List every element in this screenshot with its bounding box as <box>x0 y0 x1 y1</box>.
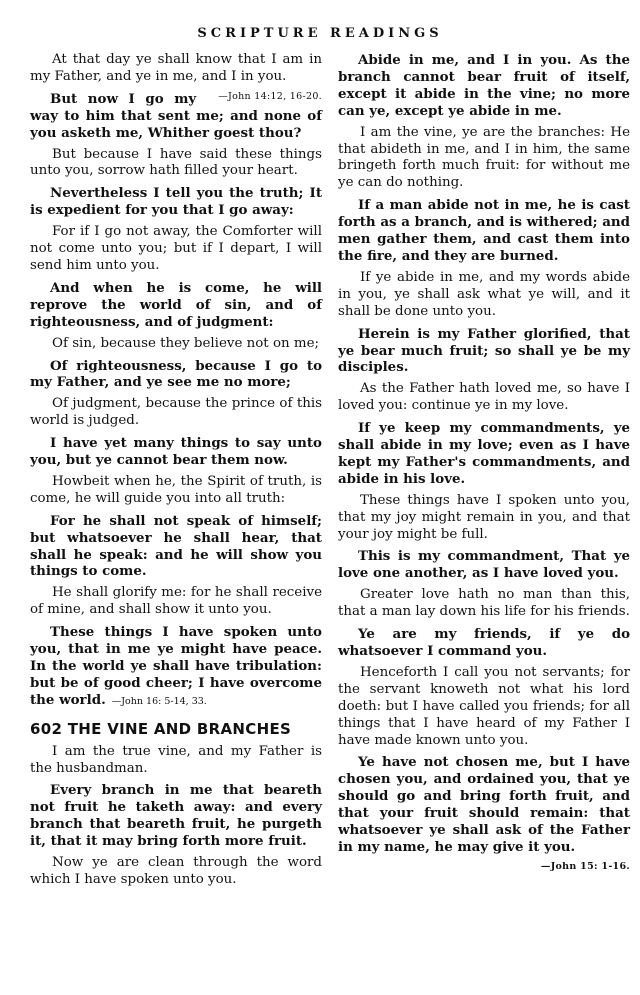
citation: —John 14:12, 16-20. <box>218 90 322 102</box>
verse-paragraph: Henceforth I call you not servants; for the servant knoweth not what his lord doeth: but I have called you friends; for all things that I have heard of my Father I have made known unto you. <box>338 664 630 748</box>
verse-paragraph: Howbeit when he, the Spirit of truth, is come, he will guide you into all truth: <box>30 473 322 506</box>
page-header: SCRIPTURE READINGS <box>197 26 443 41</box>
right-column <box>338 52 630 876</box>
response-paragraph: Ye have not chosen me, but I have chosen you, and ordained you, that ye should go and bring forth fruit, and that your fruit should remain: that whatsoever ye shall ask of the Father in my name, he may give it you. —John 15: 1-16. <box>338 754 630 855</box>
response-paragraph: But now I go my way to him that sent me; and none of you asketh me, Whither goest thou? <box>30 90 322 141</box>
verse-paragraph: These things have I spoken unto you, that my joy might remain in you, and that your joy might be full. <box>338 492 630 542</box>
citation: —John 15: 1-16. <box>540 860 630 872</box>
verse-paragraph: For if I go not away, the Comforter will not come unto you; but if I depart, I will send him unto you. <box>30 224 322 273</box>
verse-paragraph: As the Father hath loved me, so have I loved you: continue ye in my love. <box>338 381 630 414</box>
verse-paragraph: Greater love hath no man than this, that a man lay down his life for his friends. <box>338 587 630 620</box>
response-paragraph: Ye are my friends, if ye do whatsoever I command you. <box>338 626 630 659</box>
response-paragraph: Every branch in me that beareth not fruit he taketh away: and every branch that beareth fruit, he purgeth it, that it may bring forth more fruit. <box>30 782 322 850</box>
response-paragraph: Abide in me, and I in you. As the branch cannot bear fruit of itself, except it abide in the vine; no more can ye, except ye abide in me. <box>338 52 630 119</box>
response-paragraph: And when he is come, he will reprove the world of sin, and of righteousness, and of judgment: <box>30 279 322 330</box>
response-paragraph: Herein is my Father glorified, that ye bear much fruit; so shall ye be my disciples. <box>338 325 630 376</box>
response-paragraph: If ye keep my commandments, ye shall abide in my love; even as I have kept my Father's commandments, and abide in his love. <box>338 420 630 487</box>
response-paragraph: Of righteousness, because I go to my Father, and ye see me no more; <box>30 357 322 391</box>
verse-paragraph: I am the true vine, and my Father is the husbandman. <box>30 743 322 776</box>
verse-paragraph: Now ye are clean through the word which I have spoken unto you. <box>30 855 322 887</box>
section-title: 602 THE VINE AND BRANCHES <box>30 719 292 738</box>
response-paragraph: If a man abide not in me, he is cast forth as a branch, and is withered; and men gather them, and cast them into the fire, and they are burned. <box>338 197 630 264</box>
left-column <box>30 52 322 894</box>
verse-paragraph: At that day ye shall know that I am in my Father, and ye in me, and I in you. —John 14:12, 16-20. <box>30 52 322 86</box>
citation: —John 16: 5-14, 33. <box>111 695 207 707</box>
verse-paragraph: But because I have said these things unto you, sorrow hath filled your heart. <box>30 146 322 179</box>
response-paragraph: These things I have spoken unto you, that in me ye might have peace. In the world ye shall have tribulation: but be of good cheer; I have overcome the world. —John 16: 5-14, 33. <box>30 624 322 708</box>
response-paragraph: For he shall not speak of himself; but whatsoever he shall hear, that shall he speak: and he will show you things to come. <box>30 512 322 580</box>
verse-paragraph: He shall glorify me: for he shall receive of mine, and shall show it unto you. <box>30 585 322 618</box>
verse-paragraph: Of judgment, because the prince of this world is judged. <box>30 396 322 429</box>
verse-paragraph: If ye abide in me, and my words abide in you, ye shall ask what ye will, and it shall be done unto you. <box>338 269 630 319</box>
verse-paragraph: I am the vine, ye are the branches: He that abideth in me, and I in him, the same bringeth forth much fruit: for without me ye can do nothing. <box>338 124 630 191</box>
response-paragraph: I have yet many things to say unto you, but ye cannot bear them now. <box>30 435 322 469</box>
response-paragraph: Nevertheless I tell you the truth; It is expedient for you that I go away: <box>30 185 322 219</box>
verse-paragraph: Of sin, because they believe not on me; <box>52 335 320 351</box>
response-paragraph: This is my commandment, That ye love one another, as I have loved you. <box>338 548 630 582</box>
